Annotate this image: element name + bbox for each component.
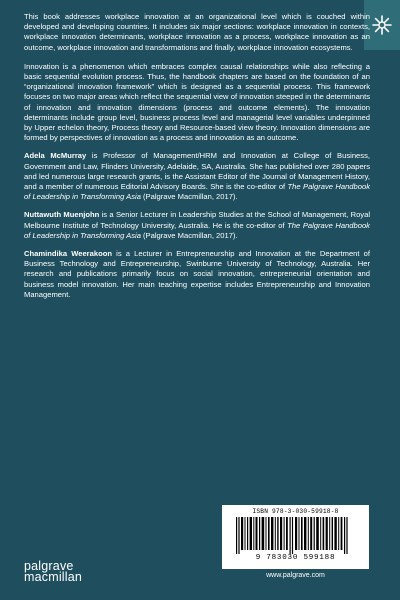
barcode-box [222,505,369,569]
publisher-logo-line-1: palgrave [24,559,74,573]
bio-nuttawuth-muenjohn [24,210,370,241]
author-name: Chamindika Weerakoon [24,249,112,259]
bio-text: is a Lecturer in Entrepreneurship and Innovation at the Department of Business Technology and Entrepreneurship, Swinburne University of Technology, Australia. Her research and publications primarily focus on social innovation, entrepreneurial orientation and business model innovation. Her main teaching expertise includes Entrepreneurship and Innovation Management. [24,249,370,299]
author-name: Nuttawuth Muenjohn [24,210,100,220]
publisher-logo-line-2: macmillan [24,570,83,584]
author-name: Adela McMurray [24,151,87,161]
bio-chamindika-weerakoon [24,249,370,300]
book-title: The Palgrave Handbook of Leadership in Transforming Asia [24,220,370,240]
bio-text: (Palgrave Macmillan, 2017). [140,230,238,240]
bio-text: (Palgrave Macmillan, 2017). [140,192,238,202]
asterisk-flower-icon [371,14,393,36]
barcode-icon [228,517,363,554]
book-title: The Palgrave Handbook of Leadership in Transforming Asia [24,182,370,202]
isbn-number: ISBN 978-3-030-59918-8 [252,508,339,515]
description-paragraph-1: This book addresses workplace innovation at an organizational level which is couched within developed and developing countries. It includes six major sections: workplace innovation in contexts, workplace innovation determinants, workplace innovation as a process, workplace innovation as an outcome, workplace innovation and transformations and finally, workplace innovation ecosystems. [24,12,370,52]
barcode-digits: 9 783030 599188 [255,554,336,562]
blurb-text [24,12,370,308]
bio-adela-mcmurray [24,151,370,202]
publisher-logo [24,561,82,583]
bio-text: is a Senior Lecturer in Leadership Studies at the School of Management, Royal Melbourne Institute of Technology University, Australia. He is the co-editor of [24,210,371,230]
publisher-website: www.palgrave.com [222,571,369,581]
description-paragraph-2: Innovation is a phenomenon which embraces complex causal relationships while also reflecting a basic sequential evolution process. Thus, the handbook chapters are based on the foundation of an “organizational innovation framework” which is designed as a sequential process. This framework focuses on two major areas which reflect the sequential view of innovation steeped in the determinants of innovation and innovation dimensions (process and outcome elements). The innovation determinants include group level, business process level and managerial level variables underpinned by Upper echelon theory, Process theory and Resource-based view theory. Innovation dimensions are formed by perspectives of innovation as a process and innovation as an outcome. [24,61,370,143]
bio-text: is Professor of Management/HRM and Innovation at College of Business, Government and Law, Flinders University, Adelaide, SA, Australia. She has published over 280 papers and led numerous large research grants, is the Assistant Editor of the Journal of Management History, and a member of numerous Editorial Advisory Boards. She is the co-editor of [24,151,370,192]
